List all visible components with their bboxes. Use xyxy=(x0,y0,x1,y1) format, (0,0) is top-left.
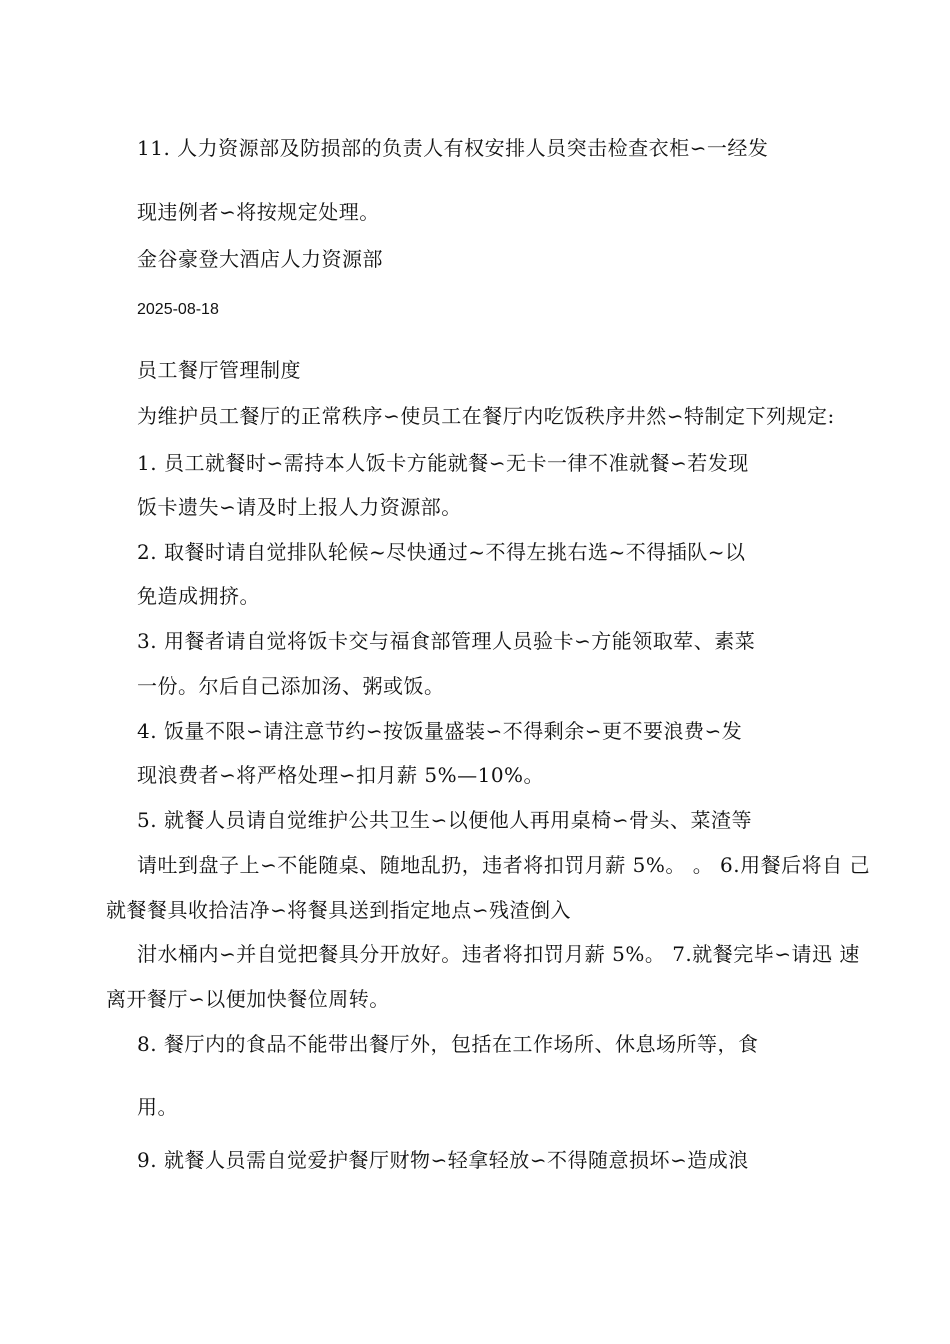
rule-5-6-line: 请吐到盘子上∽不能随桌、随地乱扔，违者将扣罚月薪 5%。 。 6.用餐后将自 己 xyxy=(137,853,870,877)
rule-8-line-1: 8. 餐厅内的食品不能带出餐厅外，包括在工作场所、休息场所等，食 xyxy=(137,1032,759,1056)
department-signature: 金谷豪登大酒店人力资源部 xyxy=(137,247,383,271)
rule-1-line-1: 1. 员工就餐时∽需持本人饭卡方能就餐∽无卡一律不准就餐∽若发现 xyxy=(137,451,749,475)
rule-4-line-1: 4. 饭量不限∽请注意节约∽按饭量盛装∽不得剩余∽更不要浪费∽发 xyxy=(137,719,743,743)
rule-3-line-2: 一份。尔后自己添加汤、粥或饭。 xyxy=(137,674,445,698)
rule-11-line-1: 11. 人力资源部及防损部的负责人有权安排人员突击检查衣柜∽一经发 xyxy=(137,136,769,160)
intro-paragraph: 为维护员工餐厅的正常秩序∽使员工在餐厅内吃饭秩序井然∽特制定下列规定: xyxy=(137,404,835,428)
rule-6-7-line: 泔水桶内∽并自觉把餐具分开放好。违者将扣罚月薪 5%。 7.就餐完毕∽请迅 速 xyxy=(137,942,860,966)
rule-4-line-2: 现浪费者∽将严格处理∽扣月薪 5%—10%。 xyxy=(137,763,545,787)
rule-11-line-2: 现违例者∽将按规定处理。 xyxy=(137,200,380,224)
section-title: 员工餐厅管理制度 xyxy=(137,358,301,382)
rule-5-line-1: 5. 就餐人员请自觉维护公共卫生∽以便他人再用桌椅∽骨头、菜渣等 xyxy=(137,808,752,832)
rule-6-line-2: 就餐餐具收拾洁净∽将餐具送到指定地点∽残渣倒入 xyxy=(106,898,572,922)
rule-1-line-2: 饭卡遗失∽请及时上报人力资源部。 xyxy=(137,495,462,519)
rule-9-line-1: 9. 就餐人员需自觉爱护餐厅财物∽轻拿轻放∽不得随意损坏∽造成浪 xyxy=(137,1148,749,1172)
rule-8-line-2: 用。 xyxy=(137,1095,178,1119)
rule-2-line-1: 2. 取餐时请自觉排队轮候~尽快通过~不得左挑右选~不得插队~以 xyxy=(137,540,746,564)
rule-2-line-2: 免造成拥挤。 xyxy=(137,584,260,608)
rule-3-line-1: 3. 用餐者请自觉将饭卡交与福食部管理人员验卡∽方能领取荤、素菜 xyxy=(137,629,756,653)
rule-7-line-2: 离开餐厅∽以便加快餐位周转。 xyxy=(106,987,390,1011)
document-date: 2025-08-18 xyxy=(137,301,219,318)
